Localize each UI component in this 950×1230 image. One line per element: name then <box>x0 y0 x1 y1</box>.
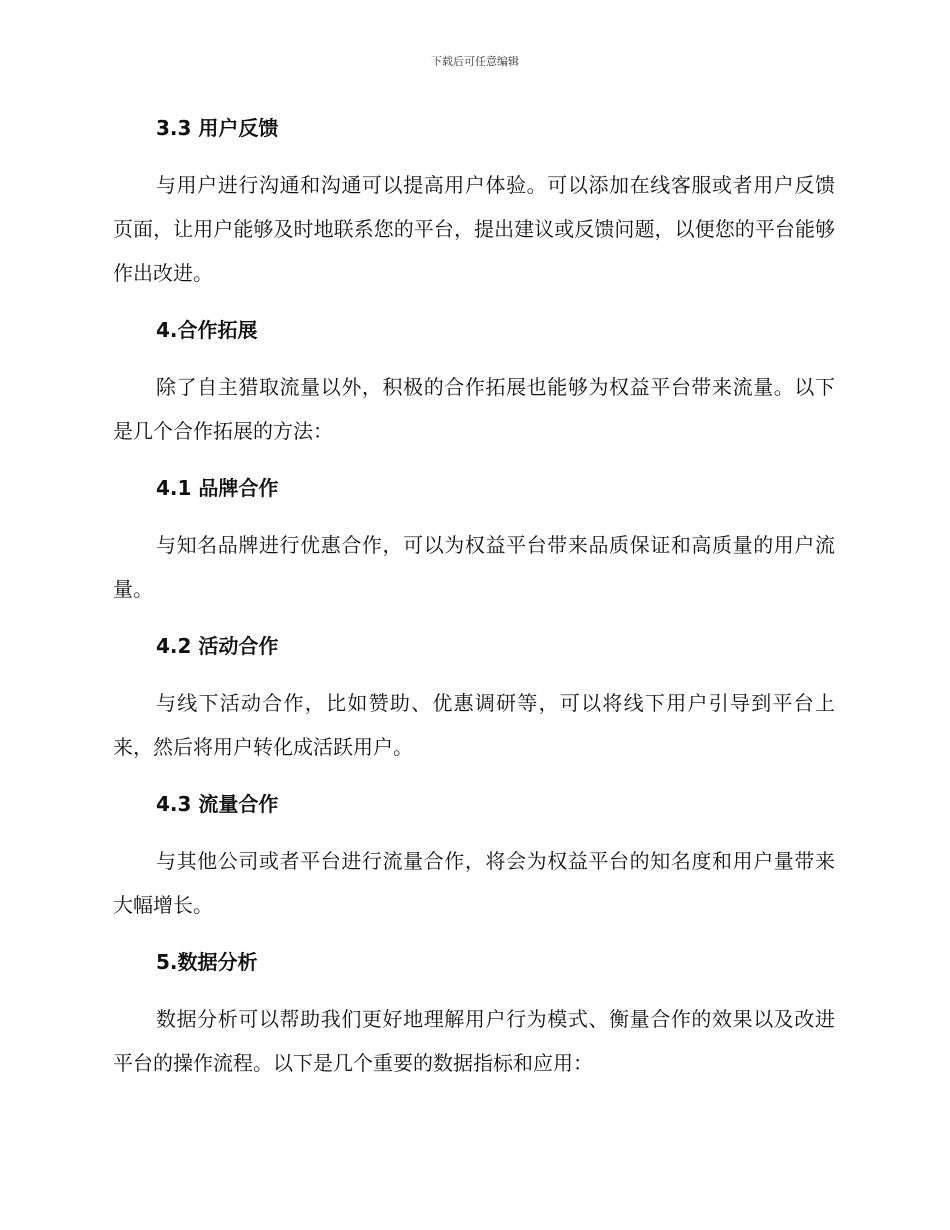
section-heading-3-3: 3.3 用户反馈 <box>156 116 279 140</box>
section-heading-4-1: 4.1 品牌合作 <box>156 476 279 500</box>
section-paragraph-3-3: 与用户进行沟通和沟通可以提高用户体验。可以添加在线客服或者用户反馈页面，让用户能够及时地联系您的平台，提出建议或反馈问题，以便您的平台能够作出改进。 <box>113 173 835 285</box>
section-heading-4-2: 4.2 活动合作 <box>156 634 279 658</box>
section-paragraph-4: 除了自主猎取流量以外，积极的合作拓展也能够为权益平台带来流量。以下是几个合作拓展的方法： <box>113 375 835 443</box>
section-paragraph-4-1: 与知名品牌进行优惠合作，可以为权益平台带来品质保证和高质量的用户流量。 <box>113 533 835 601</box>
page-header-note: 下载后可任意编辑 <box>431 55 519 68</box>
section-heading-4: 4.合作拓展 <box>156 318 258 342</box>
document-body <box>113 110 835 1085</box>
section-paragraph-5: 数据分析可以帮助我们更好地理解用户行为模式、衡量合作的效果以及改进平台的操作流程。以下是几个重要的数据指标和应用： <box>113 1007 835 1075</box>
section-heading-5: 5.数据分析 <box>156 950 258 974</box>
section-paragraph-4-3: 与其他公司或者平台进行流量合作，将会为权益平台的知名度和用户量带来大幅增长。 <box>113 849 835 917</box>
section-paragraph-4-2: 与线下活动合作，比如赞助、优惠调研等，可以将线下用户引导到平台上来，然后将用户转化成活跃用户。 <box>113 691 835 759</box>
section-heading-4-3: 4.3 流量合作 <box>156 792 279 816</box>
